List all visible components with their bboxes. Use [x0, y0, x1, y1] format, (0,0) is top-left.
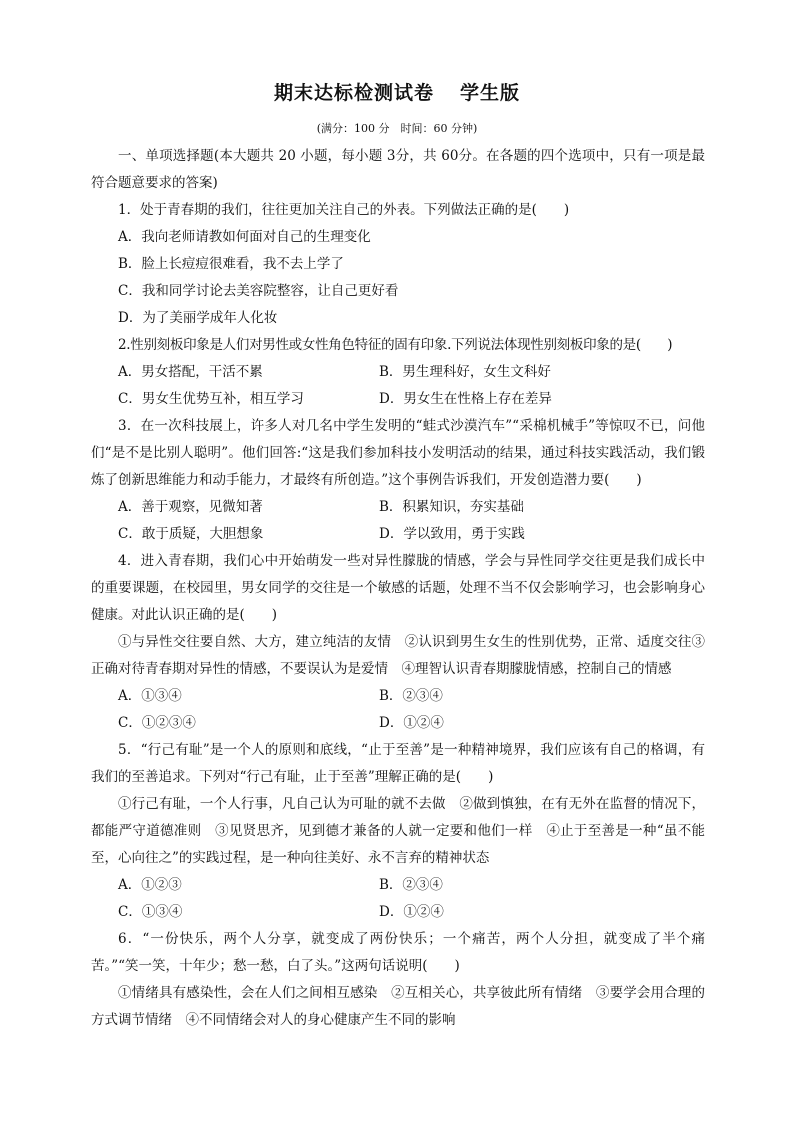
option-d: D．①②④ [379, 715, 444, 731]
option-a: A．我向老师请教如何面对自己的生理变化 [118, 229, 371, 245]
option-b: B．积累知识，夯实基础 [379, 499, 524, 515]
question-5 [91, 737, 705, 926]
option-b: B．男生理科好，女生文科好 [379, 364, 551, 380]
statement-list: ①行己有耻，一个人行事，凡自己认为可耻的就不去做 ②做到慎独，在有无外在监督的情况下，都能严守道德准则 ③见贤思齐，见到德才兼备的人就一定要和他们一样 ④止于至善是一种“虽不能至，心向往之”的实践过程，是一种向往美好、永不言弃的精神状态 [91, 796, 705, 866]
option-b: B．脸上长痘痘很难看，我不去上学了 [118, 256, 344, 272]
question-3 [91, 413, 705, 548]
question-6 [91, 926, 705, 1034]
exam-subtitle: (满分：100 分 时间：60 分钟) [316, 122, 478, 135]
option-c: C．①②③④ [118, 715, 196, 731]
option-a: A．善于观察，见微知著 [118, 499, 263, 515]
option-d: D．①②④ [379, 904, 444, 920]
option-row [91, 494, 705, 521]
option-c: C．敢于质疑，大胆想象 [118, 526, 264, 542]
title-edition: 学生版 [460, 82, 521, 104]
option-a: A．①③④ [118, 688, 182, 704]
question-stem: 3．在一次科技展上，许多人对几名中学生发明的“蛙式沙漠汽车”“采棉机械手”等惊叹不已，问他们“是不是比别人聪明”。他们回答:“这是我们参加科技小发明活动的结果，通过科技实践活动，我们锻炼了创新思维能力和动手能力，才最终有所创造。”这个事例告诉我们，开发创造潜力要( ) [91, 418, 705, 488]
option-a: A．男女搭配，干活不累 [118, 364, 263, 380]
question-4 [91, 548, 705, 737]
question-stem: 1．处于青春期的我们，往往更加关注自己的外表。下列做法正确的是( ) [118, 202, 570, 218]
option-d: D．学以致用，勇于实践 [379, 526, 525, 542]
question-2 [91, 332, 705, 413]
option-row [91, 359, 705, 386]
question-stem: 2.性别刻板印象是人们对男性或女性角色特征的固有印象.下列说法体现性别刻板印象的是( ) [118, 337, 673, 353]
option-b: B．②③④ [379, 877, 443, 893]
option-c: C．我和同学讨论去美容院整容，让自己更好看 [118, 283, 399, 299]
exam-content [91, 143, 705, 1034]
option-a: A．①②③ [118, 877, 182, 893]
option-d: D．为了美丽学成年人化妆 [118, 310, 278, 326]
title-main: 期末达标检测试卷 [273, 82, 434, 104]
exam-title [0, 78, 794, 105]
option-c: C．①③④ [118, 904, 183, 920]
option-row [91, 386, 705, 413]
option-row [91, 872, 705, 899]
statement-list: ①与异性交往要自然、大方，建立纯洁的友情 ②认识到男生女生的性别优势，正常、适度交往③正确对待青春期对异性的情感，不要误认为是爱情 ④理智认识青春期朦胧情感，控制自己的情感 [91, 634, 705, 677]
question-stem: 5．“行己有耻”是一个人的原则和底线，“止于至善”是一种精神境界，我们应该有自己的格调，有我们的至善追求。下列对“行己有耻，止于至善”理解正确的是( ) [91, 742, 705, 785]
option-b: B．②③④ [379, 688, 443, 704]
option-row [91, 683, 705, 710]
question-stem: 6．“一份快乐，两个人分享，就变成了两份快乐；一个痛苦，两个人分担，就变成了半个痛苦。”“笑一笑，十年少；愁一愁，白了头。”这两句话说明( ) [91, 931, 705, 974]
option-d: D．男女生在性格上存在差异 [379, 391, 552, 407]
question-stem: 4．进入青春期，我们心中开始萌发一些对异性朦胧的情感，学会与异性同学交往更是我们成长中的重要课题，在校园里，男女同学的交往是一个敏感的话题，处理不当不仅会影响学习，也会影响身心健康。对此认识正确的是( ) [91, 553, 705, 623]
option-row [91, 521, 705, 548]
section-heading: 一、单项选择题(本大题共 20 小题，每小题 3分，共 60分。在各题的四个选项中，只有一项是最符合题意要求的答案) [91, 148, 705, 191]
question-1 [91, 197, 705, 332]
statement-list: ①情绪具有感染性，会在人们之间相互感染 ②互相关心，共享彼此所有情绪 ③要学会用合理的方式调节情绪 ④不同情绪会对人的身心健康产生不同的影响 [91, 985, 705, 1028]
option-c: C．男女生优势互补，相互学习 [118, 391, 304, 407]
option-row [91, 899, 705, 926]
option-row [91, 710, 705, 737]
